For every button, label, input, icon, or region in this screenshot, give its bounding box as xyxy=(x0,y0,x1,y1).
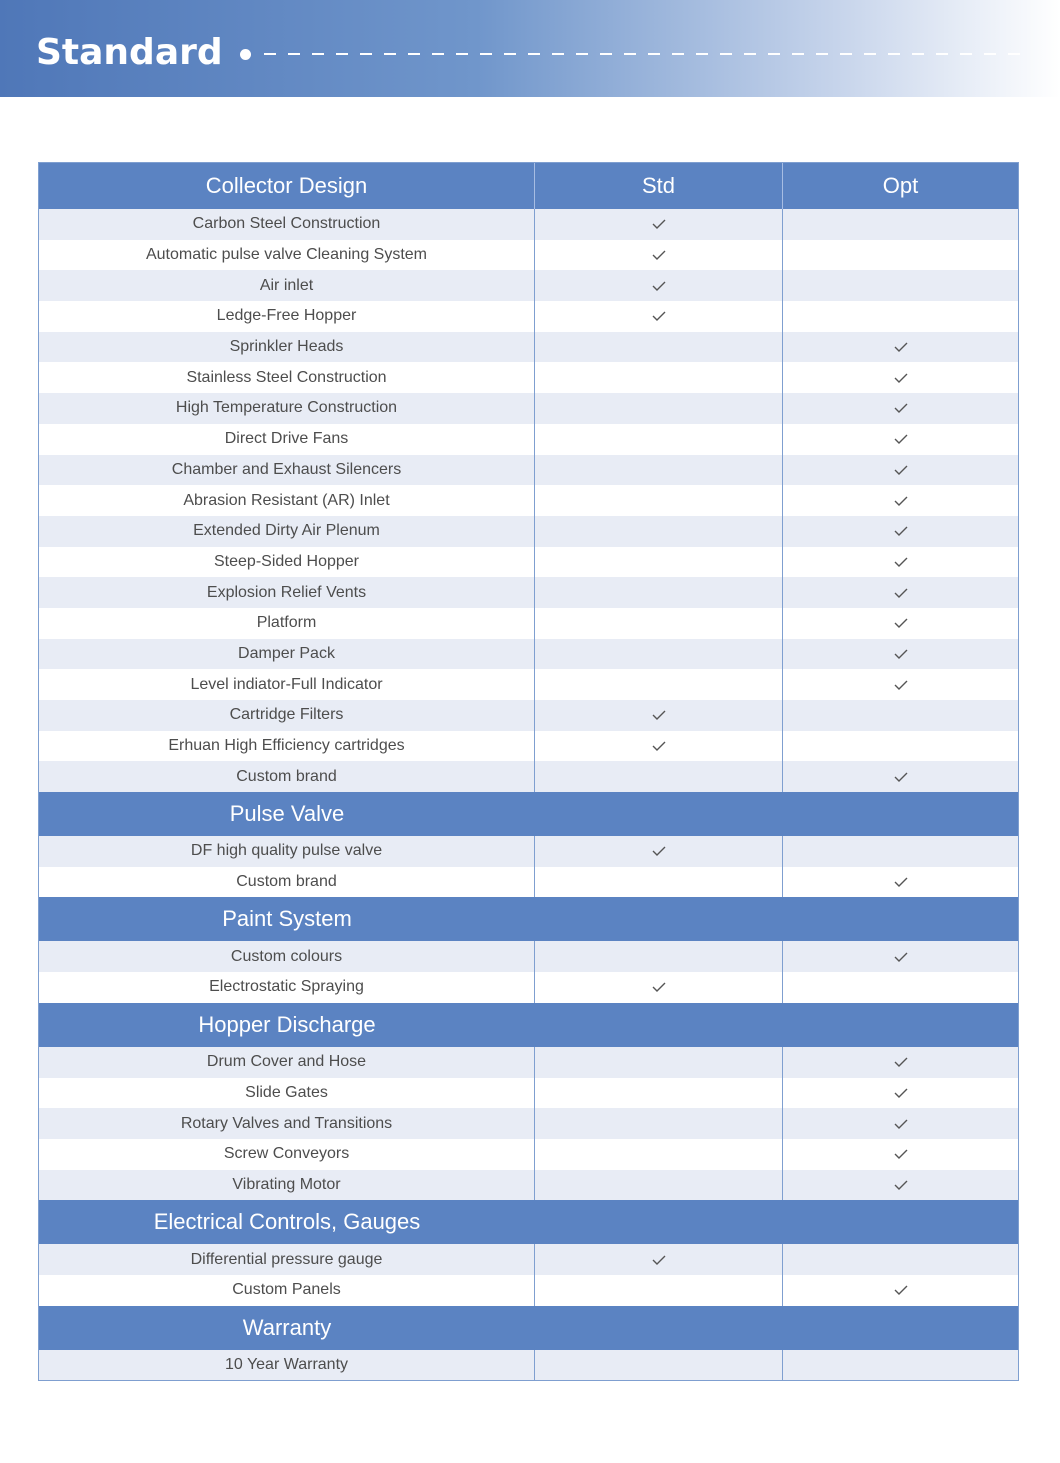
feature-label: Erhuan High Efficiency cartridges xyxy=(39,731,535,762)
table-row xyxy=(39,1139,1018,1170)
feature-label: Abrasion Resistant (AR) Inlet xyxy=(39,485,535,516)
table-row xyxy=(39,1244,1018,1275)
std-cell xyxy=(535,608,783,639)
header-std: Std xyxy=(535,163,783,209)
std-cell xyxy=(535,867,783,898)
check-icon xyxy=(894,588,908,598)
check-icon xyxy=(652,219,666,229)
section-header-row xyxy=(39,792,1018,836)
table-row xyxy=(39,516,1018,547)
table-row xyxy=(39,972,1018,1003)
header-collector-design: Collector Design xyxy=(39,163,535,209)
feature-label: Ledge-Free Hopper xyxy=(39,301,535,332)
check-icon xyxy=(894,649,908,659)
opt-cell xyxy=(783,761,1018,792)
table-row xyxy=(39,941,1018,972)
table-row xyxy=(39,485,1018,516)
check-icon xyxy=(652,846,666,856)
section-header-row xyxy=(39,1003,1018,1047)
section-header-row xyxy=(39,897,1018,941)
opt-cell xyxy=(783,485,1018,516)
feature-label: Cartridge Filters xyxy=(39,700,535,731)
table-row xyxy=(39,836,1018,867)
check-icon xyxy=(652,741,666,751)
opt-cell xyxy=(783,516,1018,547)
opt-cell xyxy=(783,867,1018,898)
opt-cell xyxy=(783,1350,1018,1381)
check-icon xyxy=(652,1255,666,1265)
feature-label: High Temperature Construction xyxy=(39,393,535,424)
opt-cell xyxy=(783,1244,1018,1275)
feature-label: Differential pressure gauge xyxy=(39,1244,535,1275)
std-cell xyxy=(535,1139,783,1170)
opt-cell xyxy=(783,972,1018,1003)
opt-cell xyxy=(783,332,1018,363)
feature-label: Air inlet xyxy=(39,270,535,301)
table-row xyxy=(39,270,1018,301)
feature-label: Custom brand xyxy=(39,761,535,792)
check-icon xyxy=(894,557,908,567)
check-icon xyxy=(894,680,908,690)
feature-label: Drum Cover and Hose xyxy=(39,1047,535,1078)
opt-cell xyxy=(783,608,1018,639)
section-header-row xyxy=(39,1306,1018,1350)
check-icon xyxy=(652,710,666,720)
std-cell xyxy=(535,836,783,867)
std-cell xyxy=(535,1078,783,1109)
table-row xyxy=(39,731,1018,762)
check-icon xyxy=(894,1149,908,1159)
feature-label: Direct Drive Fans xyxy=(39,424,535,455)
check-icon xyxy=(894,526,908,536)
check-icon xyxy=(652,311,666,321)
feature-label: DF high quality pulse valve xyxy=(39,836,535,867)
check-icon xyxy=(894,877,908,887)
table-row xyxy=(39,393,1018,424)
opt-cell xyxy=(783,424,1018,455)
check-icon xyxy=(894,1057,908,1067)
feature-label: Extended Dirty Air Plenum xyxy=(39,516,535,547)
opt-cell xyxy=(783,547,1018,578)
table-row xyxy=(39,700,1018,731)
table-header-row xyxy=(39,163,1018,209)
std-cell xyxy=(535,941,783,972)
std-cell xyxy=(535,301,783,332)
feature-label: Platform xyxy=(39,608,535,639)
table-row xyxy=(39,362,1018,393)
std-cell xyxy=(535,270,783,301)
check-icon xyxy=(652,281,666,291)
table-row xyxy=(39,332,1018,363)
banner-dot-decoration xyxy=(240,49,251,60)
std-cell xyxy=(535,1244,783,1275)
std-cell xyxy=(535,700,783,731)
header-opt: Opt xyxy=(882,173,919,198)
table-row xyxy=(39,761,1018,792)
std-cell xyxy=(535,455,783,486)
opt-cell xyxy=(783,455,1018,486)
std-cell xyxy=(535,1047,783,1078)
feature-label: Rotary Valves and Transitions xyxy=(39,1108,535,1139)
specification-table xyxy=(38,162,1019,1381)
std-cell xyxy=(535,1350,783,1381)
section-title: Paint System xyxy=(222,906,352,932)
feature-label: Damper Pack xyxy=(39,639,535,670)
table-row xyxy=(39,1170,1018,1201)
std-cell xyxy=(535,209,783,240)
std-cell xyxy=(535,332,783,363)
opt-cell xyxy=(783,731,1018,762)
feature-label: Custom brand xyxy=(39,867,535,898)
opt-cell xyxy=(783,577,1018,608)
section-title: Pulse Valve xyxy=(229,801,345,827)
table-row xyxy=(39,669,1018,700)
table-row xyxy=(39,424,1018,455)
table-row xyxy=(39,240,1018,271)
check-icon xyxy=(894,373,908,383)
feature-label: Carbon Steel Construction xyxy=(39,209,535,240)
table-row xyxy=(39,1078,1018,1109)
std-cell xyxy=(535,1275,783,1306)
feature-label: Steep-Sided Hopper xyxy=(39,547,535,578)
feature-label: Custom Panels xyxy=(39,1275,535,1306)
check-icon xyxy=(652,250,666,260)
check-icon xyxy=(894,465,908,475)
check-icon xyxy=(894,1088,908,1098)
section-title: Electrical Controls, Gauges xyxy=(153,1209,421,1235)
opt-cell xyxy=(783,393,1018,424)
feature-label: Level indiator-Full Indicator xyxy=(39,669,535,700)
std-cell xyxy=(535,639,783,670)
std-cell xyxy=(535,240,783,271)
check-icon xyxy=(894,1119,908,1129)
opt-cell xyxy=(783,209,1018,240)
std-cell xyxy=(535,362,783,393)
opt-cell xyxy=(783,1275,1018,1306)
opt-cell xyxy=(783,1139,1018,1170)
std-cell xyxy=(535,547,783,578)
feature-label: Screw Conveyors xyxy=(39,1139,535,1170)
table-row xyxy=(39,577,1018,608)
opt-cell xyxy=(783,362,1018,393)
std-cell xyxy=(535,393,783,424)
table-row xyxy=(39,1047,1018,1078)
banner-dashed-line xyxy=(264,53,1024,55)
opt-cell xyxy=(783,1078,1018,1109)
std-cell xyxy=(535,761,783,792)
feature-label: Explosion Relief Vents xyxy=(39,577,535,608)
opt-cell xyxy=(783,1170,1018,1201)
feature-label: Sprinkler Heads xyxy=(39,332,535,363)
section-title: Hopper Discharge xyxy=(198,1011,376,1037)
table-row xyxy=(39,1350,1018,1381)
std-cell xyxy=(535,516,783,547)
feature-label: Electrostatic Spraying xyxy=(39,972,535,1003)
std-cell xyxy=(535,669,783,700)
opt-cell xyxy=(783,941,1018,972)
feature-label: Stainless Steel Construction xyxy=(39,362,535,393)
table-row xyxy=(39,547,1018,578)
opt-cell xyxy=(783,700,1018,731)
opt-cell xyxy=(783,639,1018,670)
feature-label: Automatic pulse valve Cleaning System xyxy=(39,240,535,271)
title-banner xyxy=(0,0,1060,97)
check-icon xyxy=(894,1180,908,1190)
std-cell xyxy=(535,1170,783,1201)
check-icon xyxy=(894,952,908,962)
table-row xyxy=(39,455,1018,486)
opt-cell xyxy=(783,270,1018,301)
feature-label: Chamber and Exhaust Silencers xyxy=(39,455,535,486)
opt-cell xyxy=(783,1047,1018,1078)
section-title: Warranty xyxy=(242,1314,332,1340)
table-row xyxy=(39,301,1018,332)
table-row xyxy=(39,1275,1018,1306)
check-icon xyxy=(894,772,908,782)
check-icon xyxy=(894,342,908,352)
check-icon xyxy=(894,434,908,444)
section-header-row xyxy=(39,1200,1018,1244)
check-icon xyxy=(894,496,908,506)
std-cell xyxy=(535,424,783,455)
table-row xyxy=(39,867,1018,898)
opt-cell xyxy=(783,301,1018,332)
check-icon xyxy=(652,982,666,992)
feature-label: Custom colours xyxy=(39,941,535,972)
check-icon xyxy=(894,1285,908,1295)
table-row xyxy=(39,209,1018,240)
check-icon xyxy=(894,403,908,413)
feature-label: 10 Year Warranty xyxy=(39,1350,535,1381)
check-icon xyxy=(894,618,908,628)
feature-label: Vibrating Motor xyxy=(39,1170,535,1201)
opt-cell xyxy=(783,1108,1018,1139)
std-cell xyxy=(535,577,783,608)
table-row xyxy=(39,1108,1018,1139)
std-cell xyxy=(535,1108,783,1139)
page-title: Standard xyxy=(36,32,223,73)
opt-cell xyxy=(783,240,1018,271)
table-row xyxy=(39,608,1018,639)
opt-cell xyxy=(783,836,1018,867)
std-cell xyxy=(535,731,783,762)
opt-cell xyxy=(783,669,1018,700)
std-cell xyxy=(535,485,783,516)
table-row xyxy=(39,639,1018,670)
std-cell xyxy=(535,972,783,1003)
feature-label: Slide Gates xyxy=(39,1078,535,1109)
